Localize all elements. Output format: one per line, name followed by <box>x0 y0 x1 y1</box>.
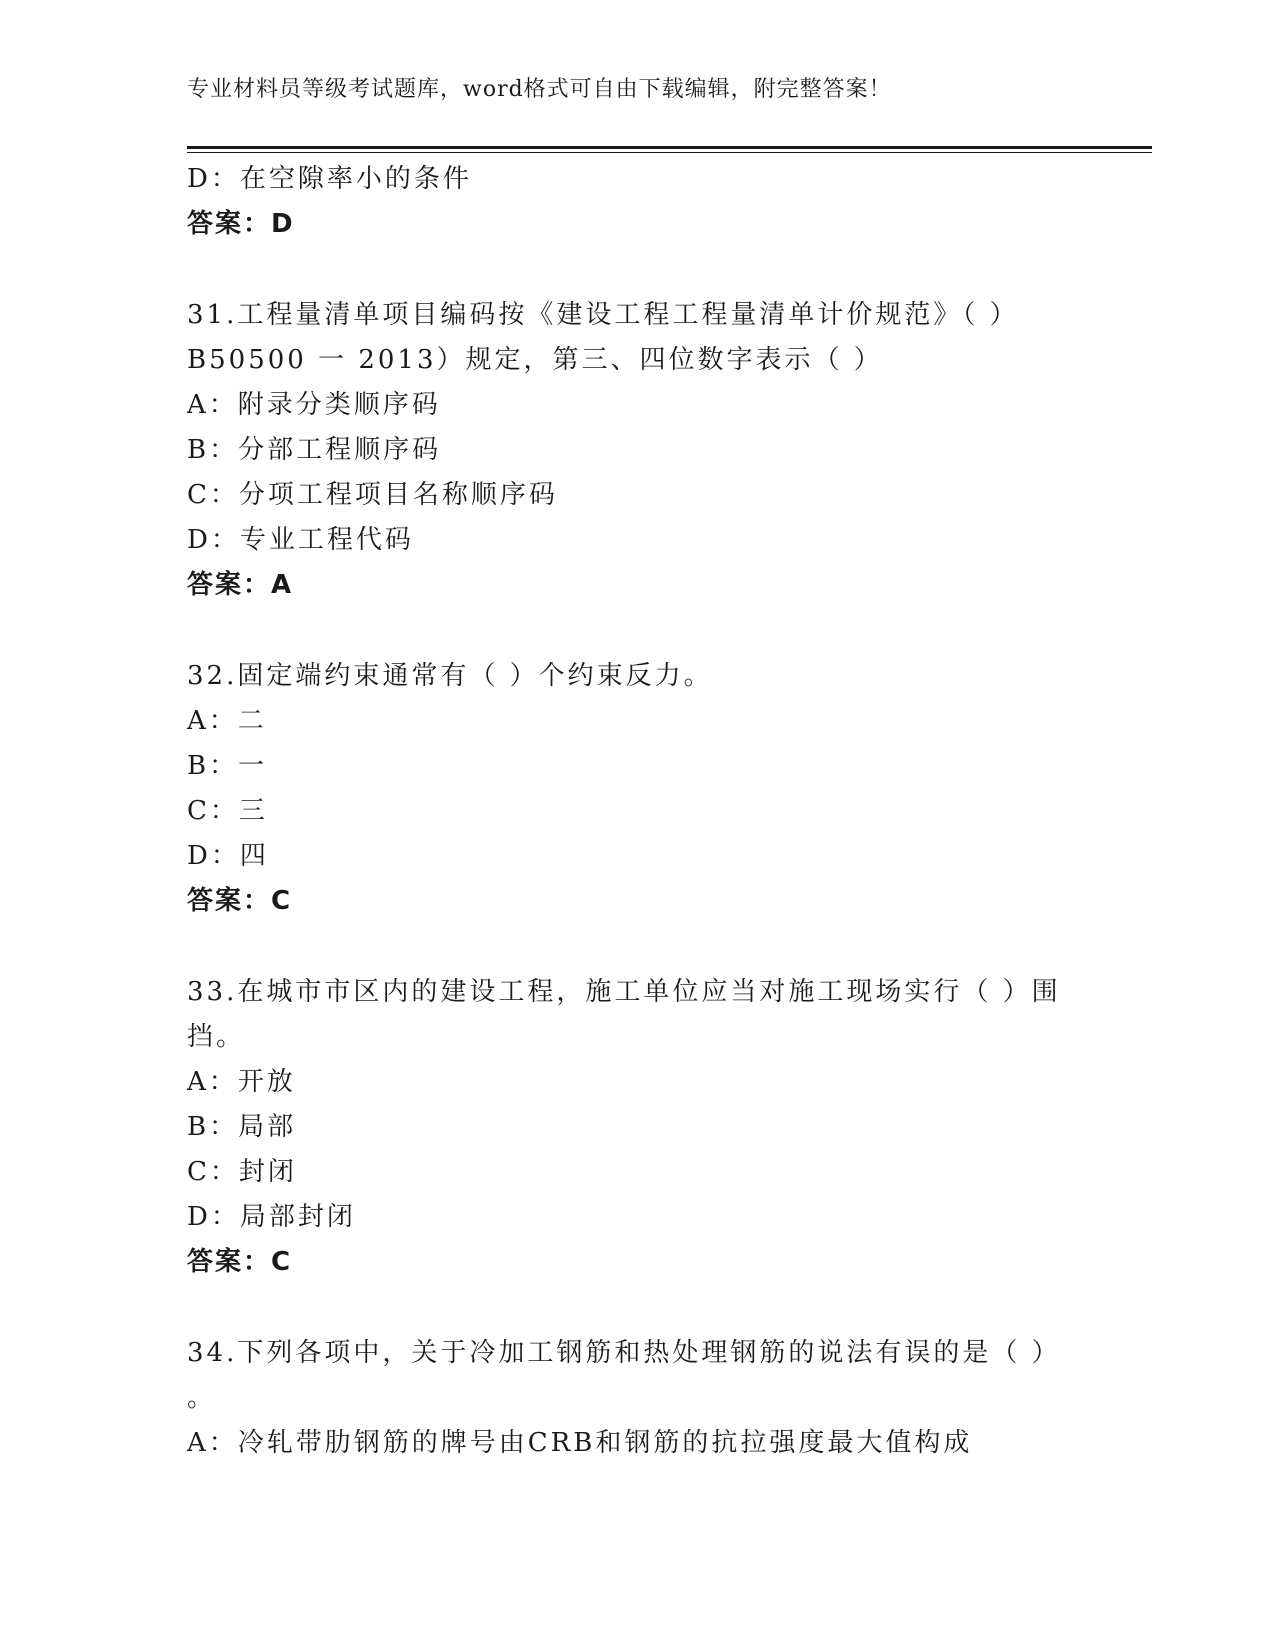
option-d: D：在空隙率小的条件 <box>187 164 472 194</box>
question-stem: 挡。 <box>187 1022 246 1052</box>
header-rule-thin <box>187 152 1152 153</box>
question-32 <box>187 654 1087 924</box>
page-header: 专业材料员等级考试题库，word格式可自由下载编辑，附完整答案！ <box>187 77 892 102</box>
question-33 <box>187 970 1087 1285</box>
question-stem: 33.在城市市区内的建设工程，施工单位应当对施工现场实行（ ）围 <box>187 977 1061 1007</box>
answer: 答案：C <box>187 886 293 916</box>
option-b: B：一 <box>187 751 268 781</box>
answer: 答案：A <box>187 570 294 600</box>
answer: 答案：C <box>187 1247 293 1277</box>
option-b: B：局部 <box>187 1112 297 1142</box>
option-c: C：三 <box>187 796 268 826</box>
question-stem: 32.固定端约束通常有（ ）个约束反力。 <box>187 661 713 691</box>
option-a: A：冷轧带肋钢筋的牌号由CRB和钢筋的抗拉强度最大值构成 <box>187 1428 973 1458</box>
option-d: D：四 <box>187 841 269 871</box>
option-a: A：附录分类顺序码 <box>187 390 441 420</box>
question-stem: 31.工程量清单项目编码按《建设工程工程量清单计价规范》（ ） <box>187 300 1019 330</box>
question-stem: 。 <box>187 1383 217 1413</box>
option-a: A：开放 <box>187 1067 296 1097</box>
option-d: D：局部封闭 <box>187 1202 356 1232</box>
option-d: D：专业工程代码 <box>187 525 414 555</box>
previous-question-tail <box>187 157 1087 247</box>
option-c: C：封闭 <box>187 1157 297 1187</box>
option-c: C：分项工程项目名称顺序码 <box>187 480 558 510</box>
header-rule-thick <box>187 146 1152 149</box>
option-b: B：分部工程顺序码 <box>187 435 442 465</box>
option-a: A：二 <box>187 706 267 736</box>
question-31 <box>187 293 1087 608</box>
document-body <box>187 157 1087 1466</box>
question-stem: B50500 一 2013）规定，第三、四位数字表示（ ） <box>187 345 883 375</box>
question-34 <box>187 1331 1087 1466</box>
answer: 答案：D <box>187 209 295 239</box>
question-stem: 34.下列各项中，关于冷加工钢筋和热处理钢筋的说法有误的是（ ） <box>187 1338 1061 1368</box>
